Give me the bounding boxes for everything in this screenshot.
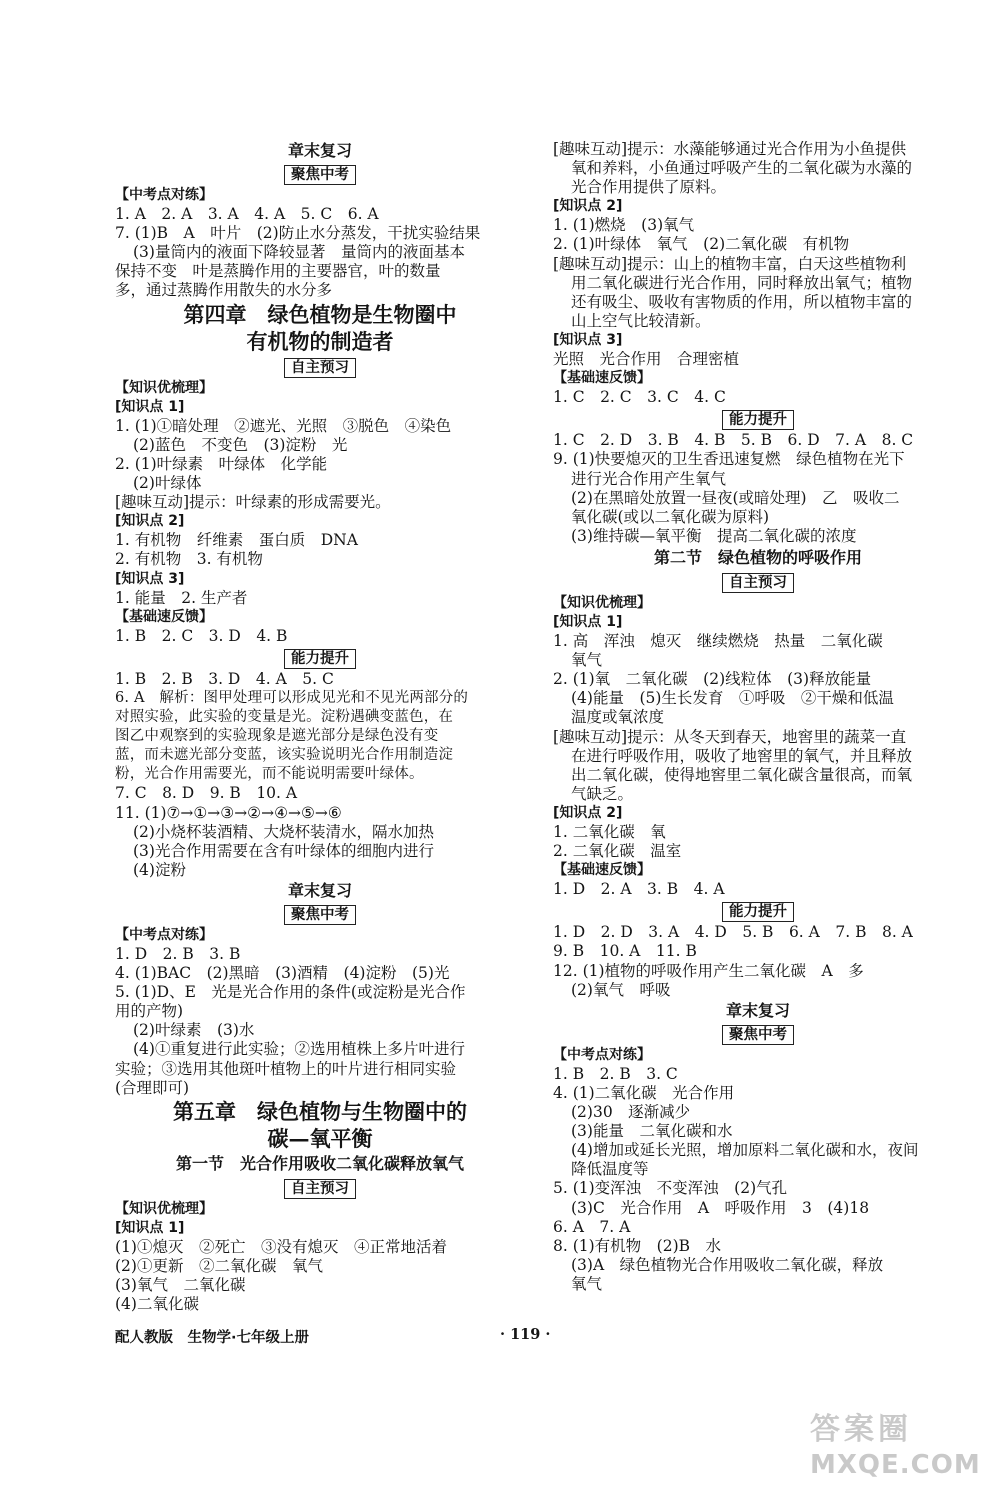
answer-line: (3)C 光合作用 A 呼吸作用 3 (4)18 [571,1198,870,1217]
answer-line: 1. D 2. A 3. B 4. A [553,880,725,899]
answer-line: 1. (1)燃烧 (3)氧气 [553,216,695,235]
answer-line: 7. (1)B A 叶片 (2)防止水分蒸发，干扰实验结果 [115,224,481,243]
section-label: [知识点 1] [115,398,185,415]
answer-line: [趣味互动]提示：从冬天到春天，地窖里的蔬菜一直 [553,727,907,746]
answer-line: [趣味互动]提示：水藻能够通过光合作用为小鱼提供 [553,140,907,158]
section-label: [知识点 1] [115,1219,185,1236]
section-badge: 自主预习 [284,358,356,378]
section-badge: 能力提升 [722,410,794,430]
answer-line: 4. (1)BAC (2)黑暗 (3)酒精 (4)淀粉 (5)光 [115,964,450,983]
answer-line: 2. (1)叶绿素 叶绿体 化学能 [115,454,328,473]
section-badge: 能力提升 [284,649,356,669]
answer-line: (4)二氧化碳 [115,1295,199,1314]
answer-line: 氧气 [571,651,603,670]
chapter-title: 碳—氧平衡 [267,1125,373,1151]
watermark-url: MXQE.COM [810,1450,981,1480]
answer-line: 保持不变 叶是蒸腾作用的主要器官，叶的数量 [115,262,441,281]
watermark-title: 答案圈 [810,1412,912,1447]
answer-line: (4)能量 (5)生长发育 ①呼吸 ②干燥和低温 [571,689,894,708]
answer-line: 氧化碳(或以二氧化碳为原料) [571,507,770,526]
explanation-line: 蓝，而未遮光部分变蓝，该实验说明光合作用制造淀 [115,747,454,764]
answer-line: 1. D 2. D 3. A 4. D 5. B 6. A 7. B 8. A [553,923,913,942]
answer-line: 9. (1)快要熄灭的卫生香迅速复燃 绿色植物在光下 [553,450,905,469]
answer-line: 1. B 2. C 3. D 4. B [115,626,288,645]
section-label: 【中考点对练】 [115,187,213,203]
answer-line: 1. D 2. B 3. B [115,945,241,963]
answer-line: 4. (1)二氧化碳 光合作用 [553,1083,735,1102]
answer-line: 用的产物) [115,1002,184,1021]
answer-line: 氧气 [571,1274,603,1293]
section-badge-wrap [553,1022,963,1046]
answer-line: 温度或氧浓度 [571,708,665,727]
answer-line: (2)小烧杯装酒精、大烧杯装清水，隔水加热 [133,822,434,841]
answer-line: 1. 高 浑浊 熄灭 继续燃烧 热量 二氧化碳 [553,632,883,651]
answer-line: 气缺乏。 [571,784,634,803]
section-badge-wrap [553,570,963,594]
answer-line: 1. C 2. D 3. B 4. B 5. B 6. D 7. A 8. C [553,431,914,450]
explanation-line: 粉，光合作用需要光，而不能说明需要叶绿体。 [115,766,424,783]
section-label: [知识点 2] [553,804,623,821]
answer-line: 在进行呼吸作用，吸收了地窖里的氧气，并且释放 [571,746,913,765]
answer-line: 光照 光合作用 合理密植 [553,350,740,369]
section-badge: 自主预习 [284,1179,356,1199]
answer-line: 1. (1)①暗处理 ②遮光、光照 ③脱色 ④染色 [115,416,452,435]
answer-line: 1. C 2. C 3. C 4. C [553,388,726,407]
answer-line: (2)蓝色 不变色 (3)淀粉 光 [133,435,348,454]
answer-line: 还有吸尘、吸收有害物质的作用，所以植物丰富的 [571,292,913,311]
answer-line: 降低温度等 [571,1160,649,1179]
section-badge-wrap [115,902,525,926]
answer-line: (3)光合作用需要在含有叶绿体的细胞内进行 [133,841,434,860]
section-label: 【知识优梳理】 [115,1200,213,1217]
answer-line: 出二氧化碳，使得地窖里二氧化碳含量很高，而氧 [571,765,913,784]
footer-edition: 配人教版 生物学·七年级上册 [115,1330,310,1346]
answer-line: 1. 二氧化碳 氧 [553,823,666,841]
section-label: 【中考点对练】 [115,926,213,943]
section-label: 【知识优梳理】 [553,594,651,611]
answer-line: (1)①熄灭 ②死亡 ③没有熄灭 ④正常地活着 [115,1237,447,1256]
answer-line: (2)氧气 呼吸 [571,980,671,999]
chapter-title: 有机物的制造者 [246,328,394,354]
answer-line: (3)维持碳—氧平衡 提高二氧化碳的浓度 [571,526,857,545]
answer-line: 2. 有机物 3. 有机物 [115,550,263,569]
answer-line: 用二氧化碳进行光合作用，同时释放出氧气；植物 [571,273,913,292]
answer-line: (3)氧气 二氧化碳 [115,1276,246,1295]
section-label: [知识点 3] [115,570,185,587]
subsection-title: 第二节 绿色植物的呼吸作用 [653,547,862,567]
answer-line: (4)①重复进行此实验；②选用植株上多片叶进行 [133,1040,465,1059]
watermark-logo [810,1410,990,1486]
section-heading: 章末复习 [725,1000,790,1020]
answer-line: (4)淀粉 [133,860,186,879]
section-heading: 章末复习 [287,141,352,160]
section-label: 【知识优梳理】 [115,379,213,396]
answer-line: 2. 二氧化碳 温室 [553,842,682,861]
answer-line: 5. (1)变浑浊 不变浑浊 (2)气孔 [553,1179,788,1198]
answer-line: 2. (1)叶绿体 氧气 (2)二氧化碳 有机物 [553,235,850,254]
section-badge-wrap [115,646,525,670]
section-label: 【基础速反馈】 [115,608,213,625]
answer-line: 1. A 2. A 3. A 4. A 5. C 6. A [115,205,379,224]
answer-line: 6. A 7. A [553,1217,631,1236]
answer-line: (4)增加或延长光照，增加原料二氧化碳和水，夜间 [571,1141,919,1160]
section-badge-wrap [553,899,963,923]
answer-line: 7. C 8. D 9. B 10. A [115,784,298,803]
section-label: [知识点 1] [553,613,623,630]
section-heading: 章末复习 [287,880,352,900]
answer-line: 8. (1)有机物 (2)B 水 [553,1236,722,1255]
answer-line: (3)A 绿色植物光合作用吸收二氧化碳，释放 [571,1255,884,1274]
chapter-title: 第四章 绿色植物是生物圈中 [183,301,457,327]
section-badge-wrap [115,355,525,379]
answer-line: 9. B 10. A 11. B [553,942,697,961]
section-badge: 聚焦中考 [284,165,356,185]
answer-line: 5. (1)D、E 光是光合作用的条件(或淀粉是光合作 [115,983,466,1002]
answer-line: 实验；③选用其他斑叶植物上的叶片进行相同实验 [115,1059,457,1078]
answer-line: (2)叶绿体 [133,474,202,493]
answer-line: 1. B 2. B 3. C [553,1064,678,1083]
section-label: [知识点 2] [115,513,185,530]
answer-line: 进行光合作用产生氧气 [571,469,727,488]
section-badge-wrap [553,407,963,431]
section-label: [知识点 2] [553,198,623,215]
explanation-line: 对照实验，此实验的变量是光。淀粉遇碘变蓝色，在 [115,709,454,726]
answer-line: (2)叶绿素 (3)水 [133,1021,255,1040]
section-badge: 能力提升 [722,902,794,922]
answer-line: 氧和养料，小鱼通过呼吸产生的二氧化碳为水藻的 [571,159,913,178]
answer-line: (2)30 逐渐减少 [571,1103,691,1122]
answer-line: 1. B 2. B 3. D 4. A 5. C [115,669,334,688]
answer-line: (2)①更新 ②二氧化碳 氧气 [115,1257,323,1276]
explanation-line: 图乙中观察到的实验现象是遮光部分是绿色没有变 [115,728,439,745]
section-label: 【中考点对练】 [553,1046,651,1063]
section-label: 【基础速反馈】 [553,862,651,879]
section-badge: 聚焦中考 [284,905,356,925]
section-badge: 自主预习 [722,573,794,593]
section-badge-wrap [115,1176,525,1200]
section-label: 【基础速反馈】 [553,370,651,387]
answer-line: 2. (1)氧 二氧化碳 (2)线粒体 (3)释放能量 [553,670,872,689]
subsection-title: 第一节 光合作用吸收二氧化碳释放氧气 [175,1153,464,1173]
page-footer [115,1326,965,1348]
section-label: [知识点 3] [553,331,623,348]
answer-line: 光合作用提供了原料。 [571,178,727,197]
section-badge-wrap [115,162,525,186]
answer-line: (3)能量 二氧化碳和水 [571,1122,733,1141]
answer-line: 多，通过蒸腾作用散失的水分多 [115,281,333,300]
answer-line: (3)量筒内的液面下降较显著 量筒内的液面基本 [133,243,465,262]
answer-line: 1. 能量 2. 生产者 [115,588,248,607]
chapter-title: 第五章 绿色植物与生物圈中的 [173,1098,467,1124]
answer-line: 12. (1)植物的呼吸作用产生二氧化碳 A 多 [553,961,864,980]
answer-line: (合理即可) [115,1078,190,1097]
answer-line: 1. 有机物 纤维素 蛋白质 DNA [115,531,358,550]
answer-line: 山上空气比较清新。 [571,311,711,330]
answer-line: 11. (1)⑦→①→③→②→④→⑤→⑥ [115,803,342,822]
section-badge: 聚焦中考 [722,1025,794,1045]
right-column [553,140,963,1294]
page-number: · 119 · [500,1326,551,1343]
explanation-line: 6. A 解析：图甲处理可以形成见光和不见光两部分的 [115,689,469,706]
answer-line: (2)在黑暗处放置一昼夜(或暗处理) 乙 吸收二 [571,488,900,507]
answer-line: [趣味互动]提示：叶绿素的形成需要光。 [115,493,391,512]
left-column [115,140,525,1314]
answer-line: [趣味互动]提示：山上的植物丰富，白天这些植物利 [553,254,907,273]
